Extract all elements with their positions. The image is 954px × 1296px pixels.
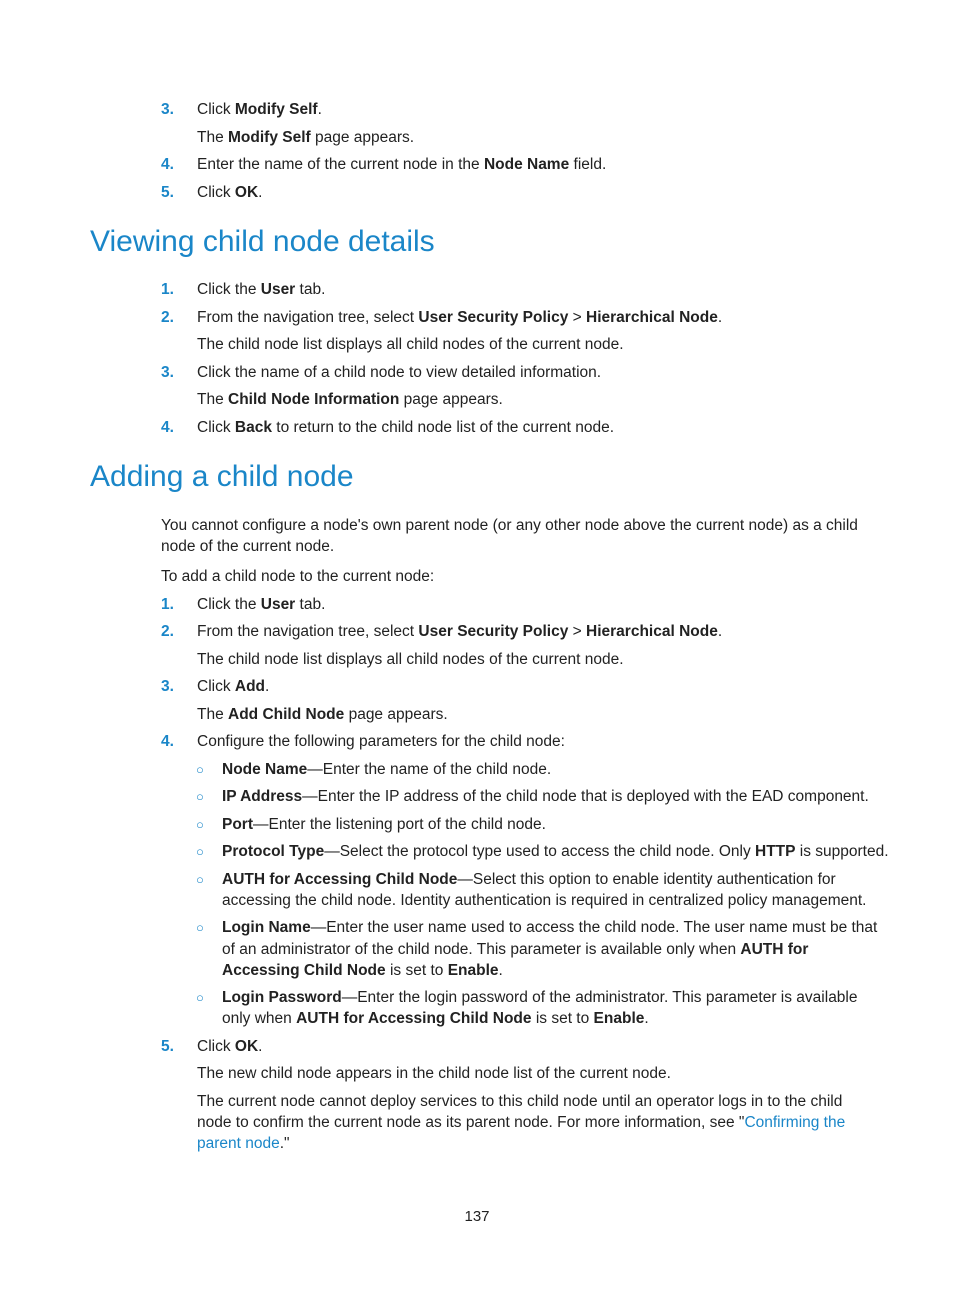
text-run: Click (197, 184, 235, 201)
bold-term: Child Node Information (228, 391, 400, 408)
text-run: tab. (295, 281, 326, 298)
bold-term: Enable (593, 1010, 645, 1027)
bold-term: OK (234, 1038, 259, 1055)
step-result-text (197, 650, 624, 670)
step-text (197, 732, 565, 752)
step-text (197, 280, 325, 300)
step-text (197, 183, 262, 203)
bold-term: AUTH for Accessing Child Node (222, 871, 458, 888)
step-text (197, 1037, 262, 1057)
step-number: 5. (161, 184, 174, 201)
text-run: Click (197, 1038, 235, 1055)
text-run: —Select the protocol type used to access the child node. Only (324, 843, 756, 860)
text-run: accessing the child node. Identity authentication is required in centralized policy management. (222, 892, 867, 909)
step-text (197, 363, 601, 383)
text-run: is set to (385, 962, 448, 979)
bold-term: IP Address (222, 788, 303, 805)
text-run: —Enter the listening port of the child node. (253, 816, 546, 833)
text-run: page appears. (399, 391, 503, 408)
text-run: From the navigation tree, select (197, 623, 419, 640)
body-paragraph-line (161, 537, 334, 557)
step-result-text (197, 705, 448, 725)
text-run: —Enter the IP address of the child node that is deployed with the EAD component. (302, 788, 869, 805)
bold-term: Hierarchical Node (586, 623, 718, 640)
text-run: only when (222, 1010, 297, 1027)
step-text (197, 418, 614, 438)
text-run: to return to the child node list of the current node. (271, 419, 615, 436)
text-run: . (258, 1038, 263, 1055)
note-paragraph-line (197, 1092, 842, 1112)
bold-term: Hierarchical Node (586, 309, 718, 326)
step-number: 4. (161, 156, 174, 173)
text-run: The (197, 129, 229, 146)
bold-term: Port (222, 816, 253, 833)
parameter-description (222, 1009, 649, 1029)
bold-term: OK (234, 184, 259, 201)
text-run: . (644, 1010, 649, 1027)
text-run: . (317, 101, 322, 118)
bold-term: AUTH for Accessing Child Node (296, 1010, 532, 1027)
note-paragraph-line (197, 1134, 290, 1154)
step-number: 3. (161, 101, 174, 118)
parameter-description (222, 988, 858, 1008)
text-run: Click (197, 678, 235, 695)
text-run: To add a child node to the current node: (161, 568, 435, 585)
text-run: field. (569, 156, 607, 173)
parameter-description (222, 787, 869, 807)
text-run: > (568, 309, 587, 326)
text-run: . (717, 309, 723, 326)
text-run: . (258, 184, 263, 201)
bold-term: User Security Policy (418, 309, 569, 326)
parameter-description (222, 842, 889, 862)
step-result-text (197, 335, 624, 355)
bold-term: User (260, 596, 296, 613)
parameter-description (222, 815, 546, 835)
bold-term: User (260, 281, 296, 298)
step-number: 1. (161, 281, 174, 298)
step-number: 3. (161, 678, 174, 695)
text-run: The child node list displays all child nodes of the current node. (197, 336, 624, 353)
step-number: 4. (161, 419, 174, 436)
parameter-description (222, 760, 551, 780)
step-text (197, 595, 325, 615)
text-run: > (568, 623, 587, 640)
text-run: node to confirm the current node as its parent node. For more information, see " (197, 1114, 745, 1131)
text-run: . (717, 623, 723, 640)
step-text (197, 308, 722, 328)
step-number: 5. (161, 1038, 174, 1055)
text-run: tab. (295, 596, 326, 613)
text-run: is supported. (795, 843, 889, 860)
bold-term: Add (234, 678, 266, 695)
text-run: . (498, 962, 503, 979)
parameter-description (222, 870, 836, 890)
text-run: The new child node appears in the child node list of the current node. (197, 1065, 671, 1082)
text-run: page appears. (344, 706, 448, 723)
cross-reference-link[interactable]: parent node (197, 1135, 280, 1152)
bold-term: Back (234, 419, 272, 436)
text-run: Click the name of a child node to view detailed information. (197, 364, 602, 381)
step-text (197, 677, 269, 697)
body-paragraph-line (161, 567, 434, 587)
step-result-text (197, 128, 414, 148)
bold-term: Protocol Type (222, 843, 325, 860)
body-paragraph-line (161, 516, 858, 536)
page-number: 137 (464, 1208, 490, 1225)
text-run: The current node cannot deploy services to this child node until an operator logs in to the child (197, 1093, 843, 1110)
text-run: ." (279, 1135, 290, 1152)
text-run: —Enter the name of the child node. (307, 761, 552, 778)
text-run: of an administrator of the child node. This parameter is available only when (222, 941, 741, 958)
step-text (197, 155, 606, 175)
step-text (197, 622, 722, 642)
text-run: The child node list displays all child nodes of the current node. (197, 651, 624, 668)
note-paragraph-line (197, 1113, 845, 1133)
bold-term: Modify Self (234, 101, 318, 118)
text-run: page appears. (310, 129, 415, 146)
bullet-marker: ○ (196, 817, 204, 832)
cross-reference-link[interactable]: Confirming the (744, 1114, 846, 1131)
parameter-description (222, 891, 867, 911)
text-run: Configure the following parameters for the child node: (197, 733, 565, 750)
bold-term: Accessing Child Node (222, 962, 386, 979)
bold-term: Enable (447, 962, 499, 979)
text-run: Click (197, 419, 235, 436)
step-number: 4. (161, 733, 174, 750)
step-result-text (197, 1064, 671, 1084)
text-run: . (265, 678, 270, 695)
text-run: —Enter the user name used to access the child node. The user name must be that (310, 919, 878, 936)
text-run: Click the (197, 596, 261, 613)
parameter-description (222, 940, 808, 960)
text-run: —Select this option to enable identity authentication for (457, 871, 836, 888)
section-heading: Viewing child node details (90, 225, 435, 258)
text-run: The (197, 706, 229, 723)
text-run: The (197, 391, 229, 408)
text-run: is set to (531, 1010, 594, 1027)
parameter-description (222, 961, 503, 981)
bold-term: Login Password (222, 989, 342, 1006)
step-number: 1. (161, 596, 174, 613)
text-run: —Enter the login password of the administrator. This parameter is available (341, 989, 858, 1006)
section-heading: Adding a child node (90, 460, 354, 493)
parameter-description (222, 918, 877, 938)
bold-term: Modify Self (228, 129, 311, 146)
text-run: From the navigation tree, select (197, 309, 419, 326)
step-number: 2. (161, 309, 174, 326)
bold-term: AUTH for (740, 941, 809, 958)
bullet-marker: ○ (196, 990, 204, 1005)
step-result-text (197, 390, 503, 410)
bold-term: Add Child Node (228, 706, 345, 723)
step-number: 2. (161, 623, 174, 640)
bold-term: Login Name (222, 919, 311, 936)
bold-term: Node Name (483, 156, 570, 173)
bullet-marker: ○ (196, 762, 204, 777)
bold-term: User Security Policy (418, 623, 569, 640)
text-run: Enter the name of the current node in the (197, 156, 484, 173)
bullet-marker: ○ (196, 920, 204, 935)
bold-term: HTTP (755, 843, 796, 860)
step-text (197, 100, 322, 120)
text-run: You cannot configure a node's own parent node (or any other node above the current node) as a child (161, 517, 858, 534)
bullet-marker: ○ (196, 844, 204, 859)
bullet-marker: ○ (196, 789, 204, 804)
text-run: Click (197, 101, 235, 118)
bold-term: Node Name (222, 761, 308, 778)
step-number: 3. (161, 364, 174, 381)
text-run: node of the current node. (161, 538, 335, 555)
text-run: Click the (197, 281, 261, 298)
bullet-marker: ○ (196, 872, 204, 887)
